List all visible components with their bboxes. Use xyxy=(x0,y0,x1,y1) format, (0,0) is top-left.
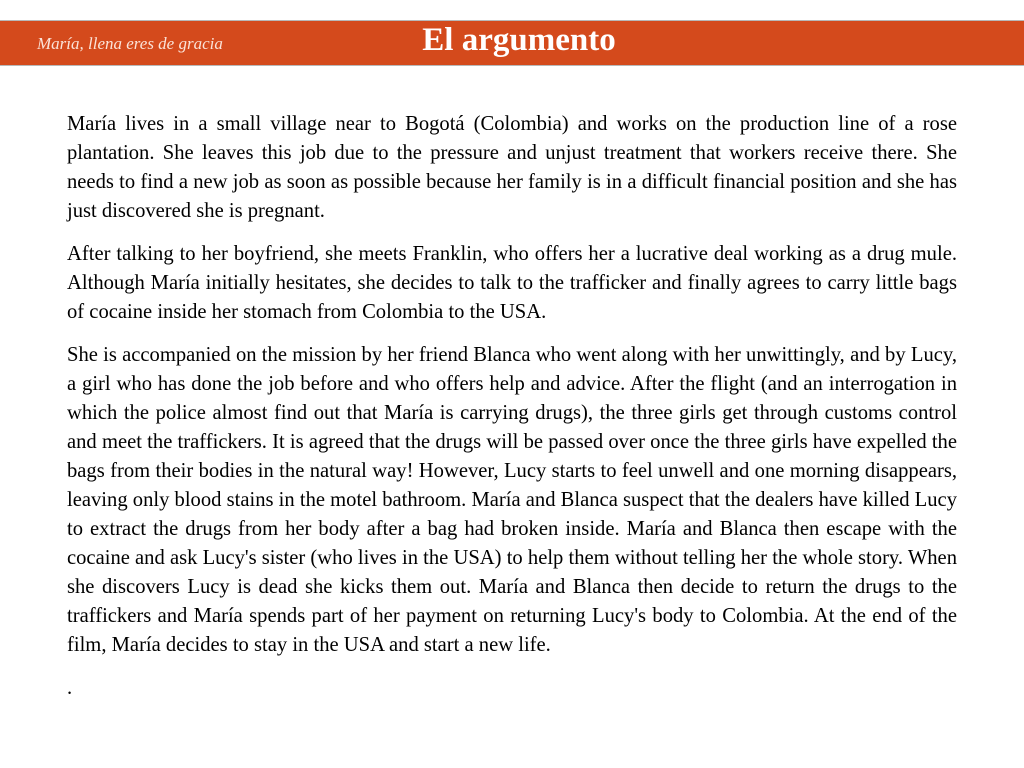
slide-title: El argumento xyxy=(422,22,616,58)
title-bar xyxy=(0,20,1024,66)
trailing-period: . xyxy=(67,677,73,699)
paragraph-1: María lives in a small village near to Bogotá (Colombia) and works on the production line of a rose plantation. She leaves this job due to the pressure and unjust treatment that workers receive there. She needs to find a new job as soon as possible because her family is in a difficult financial position and she has just discovered she is pregnant. xyxy=(67,113,957,222)
paragraph-3: She is accompanied on the mission by her friend Blanca who went along with her unwittingly, and by Lucy, a girl who has done the job before and who offers help and advice. After the flight (and an interrogation in which the police almost find out that María is carrying drugs), the three girls get through customs control and meet the traffickers. It is agreed that the drugs will be passed over once the three girls have expelled the bags from their bodies in the natural way! However, Lucy starts to feel unwell and one morning disappears, leaving only blood stains in the motel bathroom. María and Blanca suspect that the dealers have killed Lucy to extract the drugs from her body after a bag had broken inside. María and Blanca then escape with the cocaine and ask Lucy's sister (who lives in the USA) to help them without telling her the whole story. When she discovers Lucy is dead she kicks them out. María and Blanca then decide to return the drugs to the traffickers and María spends part of her payment on returning Lucy's body to Colombia. At the end of the film, María decides to stay in the USA and start a new life. xyxy=(67,344,957,656)
paragraph-2: After talking to her boyfriend, she meets Franklin, who offers her a lucrative deal working as a drug mule. Although María initially hesitates, she decides to talk to the trafficker and finally agrees to carry little bags of cocaine inside her stomach from Colombia to the USA. xyxy=(67,243,957,323)
slide-subtitle: María, llena eres de gracia xyxy=(37,34,223,53)
slide-body xyxy=(67,110,957,717)
